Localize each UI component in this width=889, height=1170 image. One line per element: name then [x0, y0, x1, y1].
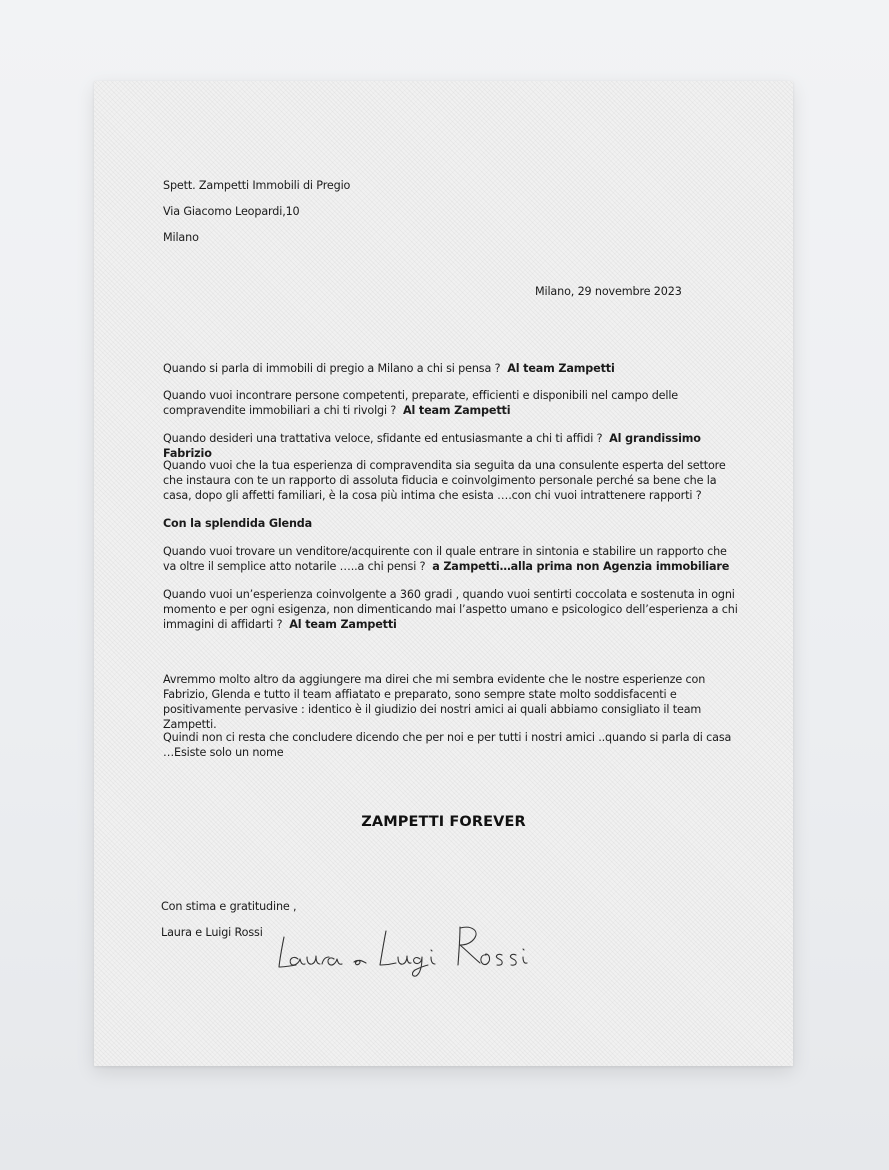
paragraph-6: [163, 544, 738, 574]
paragraph-text: Quando vuoi che la tua esperienza di compravendita sia seguita da una consulente esperta del settore che instaura con te un rapporto di assoluta fiducia e coinvolgimento personale perché sa bene che la casa, dopo gli affetti familiari, è la cosa più intima che esista ….con chi vuoi intrattenere rapporti ?: [163, 459, 726, 502]
paragraph-answer: a Zampetti…alla prima non Agenzia immobiliare: [432, 560, 730, 573]
paragraph-text: Quindi non ci resta che concludere dicendo che per noi e per tutti i nostri amici ..quando si parla di casa …Esiste solo un nome: [163, 731, 732, 759]
paragraph-3: [163, 431, 738, 461]
recipient-name: Spett. Zampetti Immobili di Pregio: [163, 179, 351, 192]
handwritten-signature: [274, 919, 544, 979]
paragraph-answer: Al grandissimo Fabrizio: [163, 432, 701, 460]
paragraph-7: [163, 587, 738, 632]
paragraph-answer: Al team Zampetti: [402, 404, 511, 417]
headline: ZAMPETTI FOREVER: [361, 814, 526, 830]
paragraph-9: [163, 730, 738, 760]
signer-name: Laura e Luigi Rossi: [161, 926, 263, 939]
paragraph-answer: Al team Zampetti: [507, 362, 615, 375]
paragraph-answer: Al team Zampetti: [289, 618, 397, 631]
recipient-city: Milano: [163, 231, 199, 244]
paragraph-4: [163, 458, 738, 503]
paragraph-text: Quando vuoi un’esperienza coinvolgente a 360 gradi , quando vuoi sentirti coccolata e sostenuta in ogni momento e per ogni esigenza, non dimenticando mai l’aspetto umano e psicologico dell’esperienza a chi immagini di affidarti ?: [163, 588, 738, 631]
paragraph-text: Quando desideri una trattativa veloce, sfidante ed entusiasmante a chi ti affidi ?: [163, 432, 603, 445]
paragraph-text: Quando vuoi incontrare persone competenti, preparate, efficienti e disponibili nel campo delle compravendite immobiliari a chi ti rivolgi ?: [163, 389, 679, 417]
paragraph-answer: Con la splendida Glenda: [163, 517, 313, 530]
closing-line: Con stima e gratitudine ,: [161, 900, 297, 913]
paragraph-text: Quando vuoi trovare un venditore/acquirente con il quale entrare in sintonia e stabilire un rapporto che va oltre il semplice atto notarile …..a chi pensi ?: [163, 545, 727, 573]
paragraph-text: Avremmo molto altro da aggiungere ma direi che mi sembra evidente che le nostre esperienze con Fabrizio, Glenda e tutto il team affiatato e preparato, sono sempre state molto soddisfacenti e positivamente pervasive : identico è il giudizio dei nostri amici ai quali abbiamo consigliato il team Zampetti.: [163, 673, 706, 731]
recipient-street: Via Giacomo Leopardi,10: [163, 205, 300, 218]
letter-date: Milano, 29 novembre 2023: [535, 285, 682, 298]
paragraph-5: [163, 516, 738, 531]
paragraph-2: [163, 388, 738, 418]
paragraph-1: [163, 361, 738, 376]
letter-sheet: [94, 81, 793, 1066]
paragraph-text: Quando si parla di immobili di pregio a Milano a chi si pensa ?: [163, 362, 501, 375]
paragraph-8: [163, 672, 753, 732]
